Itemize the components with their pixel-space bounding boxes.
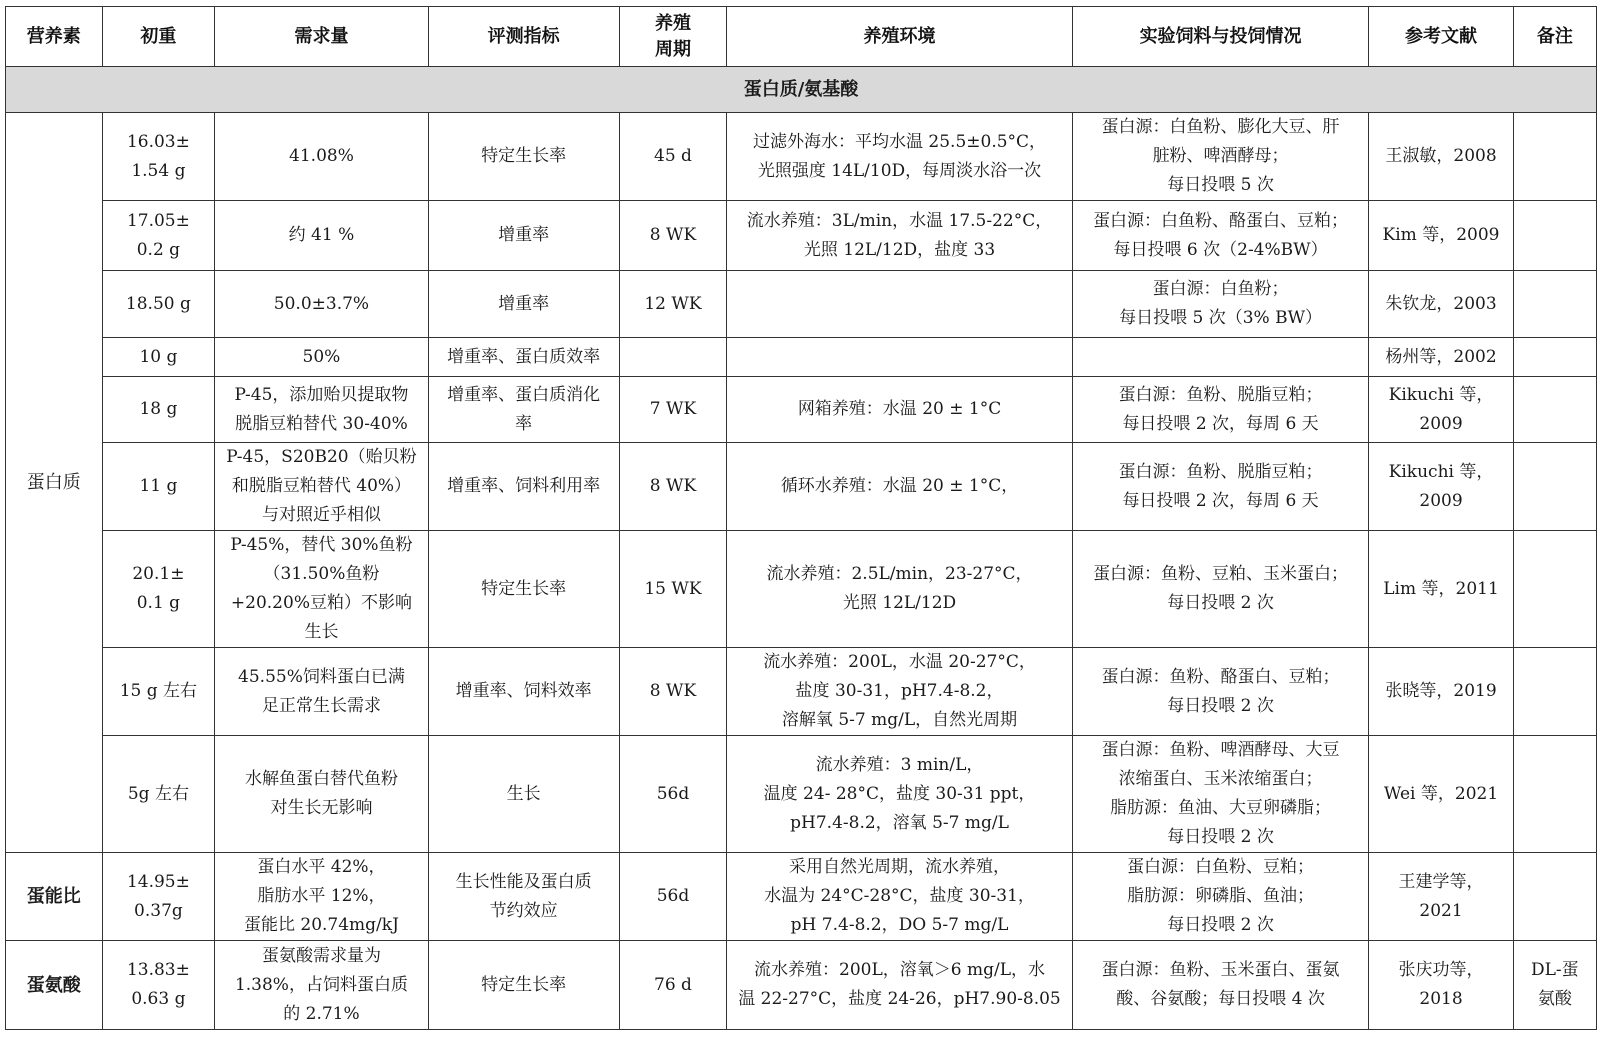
diet-feeding-cell: 蛋白源：白鱼粉、豆粕； 脂肪源：卵磷脂、鱼油； 每日投喂 2 次	[1072, 853, 1369, 941]
evaluation-index-cell: 增重率、饲料效率	[428, 648, 619, 736]
culture-period-cell	[619, 338, 727, 377]
culture-period-cell: 15 WK	[619, 531, 727, 648]
table-row	[6, 736, 1597, 853]
culture-environment-cell: 流水养殖：2.5L/min，23-27°C， 光照 12L/12D	[727, 531, 1072, 648]
reference-cell: 杨州等，2002	[1369, 338, 1513, 377]
culture-period-cell: 56d	[619, 853, 727, 941]
reference-cell: 王淑敏，2008	[1369, 113, 1513, 201]
initial-weight-cell: 17.05± 0.2 g	[102, 201, 215, 271]
culture-environment-cell: 采用自然光周期，流水养殖， 水温为 24°C-28°C，盐度 30-31， pH 7.4-8.2，DO 5-7 mg/L	[727, 853, 1072, 941]
requirement-cell: P-45，添加贻贝提取物 脱脂豆粕替代 30-40%	[215, 377, 428, 443]
section-title: 蛋白质/氨基酸	[6, 67, 1597, 113]
requirement-cell: 蛋白水平 42%， 脂肪水平 12%， 蛋能比 20.74mg/kJ	[215, 853, 428, 941]
culture-period-cell: 56d	[619, 736, 727, 853]
evaluation-index-cell: 生长	[428, 736, 619, 853]
culture-environment-cell: 过滤外海水：平均水温 25.5±0.5°C， 光照强度 14L/10D，每周淡水浴一次	[727, 113, 1072, 201]
evaluation-index-cell: 特定生长率	[428, 113, 619, 201]
initial-weight-cell: 5g 左右	[102, 736, 215, 853]
requirement-cell: P-45%，替代 30%鱼粉 （31.50%鱼粉 +20.20%豆粕）不影响 生长	[215, 531, 428, 648]
diet-feeding-cell: 蛋白源：白鱼粉、酪蛋白、豆粕； 每日投喂 6 次（2-4%BW）	[1072, 201, 1369, 271]
table-row	[6, 853, 1597, 941]
nutrient-requirement-table	[5, 6, 1597, 1030]
nutrient-cell: 蛋氨酸	[6, 941, 103, 1030]
header-reference: 参考文献	[1369, 7, 1513, 67]
requirement-cell: 约 41 %	[215, 201, 428, 271]
reference-cell: Kikuchi 等， 2009	[1369, 377, 1513, 443]
diet-feeding-cell: 蛋白源：鱼粉、酪蛋白、豆粕； 每日投喂 2 次	[1072, 648, 1369, 736]
reference-cell: 张晓等，2019	[1369, 648, 1513, 736]
requirement-cell: 41.08%	[215, 113, 428, 201]
diet-feeding-cell: 蛋白源：鱼粉、玉米蛋白、蛋氨 酸、谷氨酸；每日投喂 4 次	[1072, 941, 1369, 1030]
remarks-cell	[1513, 271, 1596, 338]
reference-cell: Kikuchi 等， 2009	[1369, 443, 1513, 531]
table-row	[6, 648, 1597, 736]
remarks-cell	[1513, 201, 1596, 271]
header-remarks: 备注	[1513, 7, 1596, 67]
reference-cell: 张庆功等， 2018	[1369, 941, 1513, 1030]
culture-environment-cell: 流水养殖：3 min/L， 温度 24- 28°C，盐度 30-31 ppt， pH7.4-8.2，溶氧 5-7 mg/L	[727, 736, 1072, 853]
evaluation-index-cell: 特定生长率	[428, 531, 619, 648]
header-culture-period: 养殖 周期	[619, 7, 727, 67]
evaluation-index-cell: 增重率、饲料利用率	[428, 443, 619, 531]
table-row	[6, 201, 1597, 271]
header-row	[6, 7, 1597, 67]
initial-weight-cell: 16.03± 1.54 g	[102, 113, 215, 201]
culture-environment-cell: 循环水养殖：水温 20 ± 1°C，	[727, 443, 1072, 531]
remarks-cell	[1513, 648, 1596, 736]
culture-period-cell: 8 WK	[619, 648, 727, 736]
evaluation-index-cell: 增重率	[428, 201, 619, 271]
evaluation-index-cell: 增重率、蛋白质效率	[428, 338, 619, 377]
nutrient-cell: 蛋能比	[6, 853, 103, 941]
culture-environment-cell: 流水养殖：200L，溶氧＞6 mg/L，水 温 22-27°C，盐度 24-26，pH7.90-8.05	[727, 941, 1072, 1030]
evaluation-index-cell: 生长性能及蛋白质 节约效应	[428, 853, 619, 941]
evaluation-index-cell: 增重率、蛋白质消化 率	[428, 377, 619, 443]
remarks-cell	[1513, 736, 1596, 853]
culture-period-cell: 76 d	[619, 941, 727, 1030]
table-row	[6, 113, 1597, 201]
culture-environment-cell	[727, 338, 1072, 377]
remarks-cell	[1513, 113, 1596, 201]
evaluation-index-cell: 增重率	[428, 271, 619, 338]
header-diet-feeding: 实验饲料与投饲情况	[1072, 7, 1369, 67]
evaluation-index-cell: 特定生长率	[428, 941, 619, 1030]
header-nutrient: 营养素	[6, 7, 103, 67]
initial-weight-cell: 18 g	[102, 377, 215, 443]
reference-cell: Wei 等，2021	[1369, 736, 1513, 853]
reference-cell: Kim 等，2009	[1369, 201, 1513, 271]
diet-feeding-cell: 蛋白源：鱼粉、豆粕、玉米蛋白； 每日投喂 2 次	[1072, 531, 1369, 648]
diet-feeding-cell: 蛋白源：白鱼粉； 每日投喂 5 次（3% BW）	[1072, 271, 1369, 338]
culture-period-cell: 8 WK	[619, 443, 727, 531]
remarks-cell	[1513, 377, 1596, 443]
remarks-cell	[1513, 853, 1596, 941]
requirement-cell: 水解鱼蛋白替代鱼粉 对生长无影响	[215, 736, 428, 853]
remarks-cell	[1513, 443, 1596, 531]
culture-period-cell: 7 WK	[619, 377, 727, 443]
reference-cell: Lim 等，2011	[1369, 531, 1513, 648]
table-row	[6, 377, 1597, 443]
initial-weight-cell: 13.83± 0.63 g	[102, 941, 215, 1030]
culture-period-cell: 45 d	[619, 113, 727, 201]
table-row	[6, 531, 1597, 648]
table-row	[6, 338, 1597, 377]
header-evaluation-index: 评测指标	[428, 7, 619, 67]
diet-feeding-cell: 蛋白源：鱼粉、脱脂豆粕； 每日投喂 2 次，每周 6 天	[1072, 377, 1369, 443]
initial-weight-cell: 14.95± 0.37g	[102, 853, 215, 941]
table-row	[6, 443, 1597, 531]
culture-period-cell: 8 WK	[619, 201, 727, 271]
remarks-cell	[1513, 531, 1596, 648]
diet-feeding-cell: 蛋白源：鱼粉、脱脂豆粕； 每日投喂 2 次，每周 6 天	[1072, 443, 1369, 531]
reference-cell: 朱钦龙，2003	[1369, 271, 1513, 338]
remarks-cell: DL-蛋 氨酸	[1513, 941, 1596, 1030]
header-requirement: 需求量	[215, 7, 428, 67]
culture-environment-cell: 网箱养殖：水温 20 ± 1°C	[727, 377, 1072, 443]
requirement-cell: 45.55%饲料蛋白已满 足正常生长需求	[215, 648, 428, 736]
diet-feeding-cell: 蛋白源：白鱼粉、膨化大豆、肝 脏粉、啤酒酵母； 每日投喂 5 次	[1072, 113, 1369, 201]
nutrient-cell: 蛋白质	[6, 113, 103, 853]
reference-cell: 王建学等， 2021	[1369, 853, 1513, 941]
requirement-cell: 蛋氨酸需求量为 1.38%，占饲料蛋白质 的 2.71%	[215, 941, 428, 1030]
initial-weight-cell: 20.1± 0.1 g	[102, 531, 215, 648]
requirement-cell: 50%	[215, 338, 428, 377]
diet-feeding-cell: 蛋白源：鱼粉、啤酒酵母、大豆 浓缩蛋白、玉米浓缩蛋白； 脂肪源：鱼油、大豆卵磷脂； 每日投喂 2 次	[1072, 736, 1369, 853]
culture-environment-cell: 流水养殖：200L，水温 20-27°C， 盐度 30-31，pH7.4-8.2， 溶解氧 5-7 mg/L，自然光周期	[727, 648, 1072, 736]
initial-weight-cell: 18.50 g	[102, 271, 215, 338]
diet-feeding-cell	[1072, 338, 1369, 377]
header-culture-environment: 养殖环境	[727, 7, 1072, 67]
culture-environment-cell	[727, 271, 1072, 338]
culture-environment-cell: 流水养殖：3L/min，水温 17.5-22°C， 光照 12L/12D，盐度 33	[727, 201, 1072, 271]
table-row	[6, 271, 1597, 338]
culture-period-cell: 12 WK	[619, 271, 727, 338]
requirement-cell: P-45，S20B20（贻贝粉 和脱脂豆粕替代 40%） 与对照近乎相似	[215, 443, 428, 531]
section-row	[6, 67, 1597, 113]
requirement-cell: 50.0±3.7%	[215, 271, 428, 338]
table-row	[6, 941, 1597, 1030]
initial-weight-cell: 15 g 左右	[102, 648, 215, 736]
remarks-cell	[1513, 338, 1596, 377]
header-initial-weight: 初重	[102, 7, 215, 67]
initial-weight-cell: 10 g	[102, 338, 215, 377]
initial-weight-cell: 11 g	[102, 443, 215, 531]
